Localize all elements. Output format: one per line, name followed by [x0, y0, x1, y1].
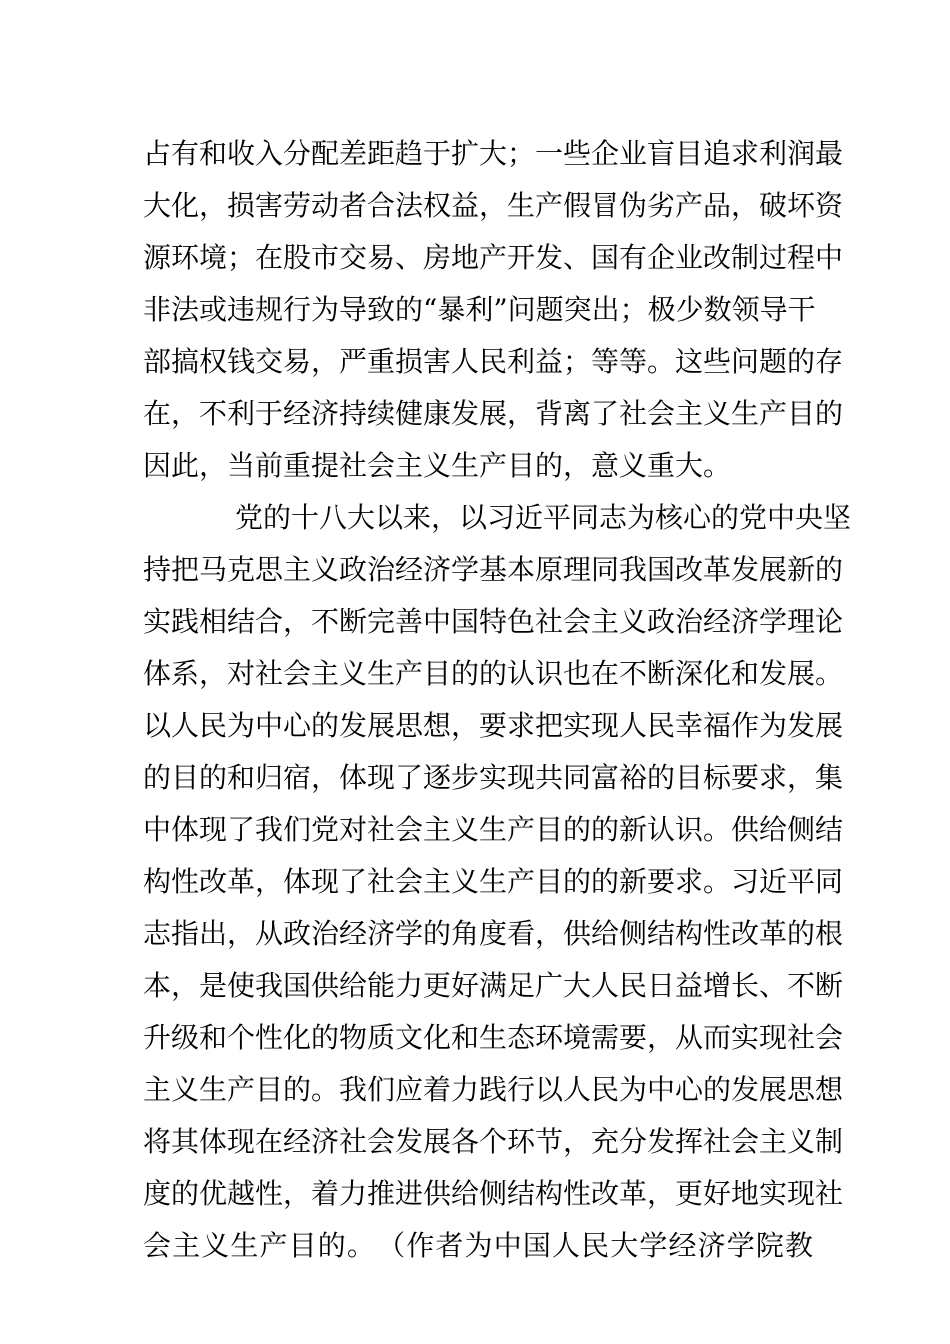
paragraph-line: 升级和个性化的物质文化和生态环境需要，从而实现社会 [143, 1021, 844, 1054]
paragraph-line: 构性改革，体现了社会主义生产目的的新要求。习近平同 [143, 865, 844, 898]
paragraph-line: 以人民为中心的发展思想，要求把实现人民幸福作为发展 [143, 709, 844, 742]
paragraph-line: 本，是使我国供给能力更好满足广大人民日益增长、不断 [143, 969, 844, 1002]
paragraph-line: 主义生产目的。我们应着力践行以人民为中心的发展思想 [143, 1073, 844, 1106]
paragraph-line: 实践相结合，不断完善中国特色社会主义政治经济学理论 [143, 605, 844, 638]
paragraph-line: 中体现了我们党对社会主义生产目的的新认识。供给侧结 [143, 813, 844, 846]
paragraph-line: 的目的和归宿，体现了逐步实现共同富裕的目标要求，集 [143, 761, 844, 794]
paragraph-line: 持把马克思主义政治经济学基本原理同我国改革发展新的 [143, 553, 844, 586]
paragraph-line: 因此，当前重提社会主义生产目的，意义重大。 [143, 449, 732, 482]
paragraph-line: 志指出，从政治经济学的角度看，供给侧结构性改革的根 [143, 917, 844, 950]
paragraph-line: 非法或违规行为导致的“暴利”问题突出；极少数领导干 [143, 293, 816, 326]
paragraph-line: 党的十八大以来，以习近平同志为核心的党中央坚 [235, 501, 852, 534]
paragraph-line: 度的优越性，着力推进供给侧结构性改革，更好地实现社 [143, 1177, 844, 1210]
paragraph-line: 大化，损害劳动者合法权益，生产假冒伪劣产品，破坏资 [143, 189, 844, 222]
paragraph-line: 源环境；在股市交易、房地产开发、国有企业改制过程中 [143, 241, 844, 274]
paragraph-line: 将其体现在经济社会发展各个环节，充分发挥社会主义制 [143, 1125, 844, 1158]
paragraph-line: 体系，对社会主义生产目的的认识也在不断深化和发展。 [143, 657, 844, 690]
paragraph-line: 部搞权钱交易，严重损害人民利益；等等。这些问题的存 [143, 345, 844, 378]
paragraph-line: 会主义生产目的。 （作者为中国人民大学经济学院教 [143, 1229, 813, 1262]
paragraph-line: 在，不利于经济持续健康发展，背离了社会主义生产目的 [143, 397, 844, 430]
paragraph-line: 占有和收入分配差距趋于扩大；一些企业盲目追求利润最 [143, 137, 844, 170]
